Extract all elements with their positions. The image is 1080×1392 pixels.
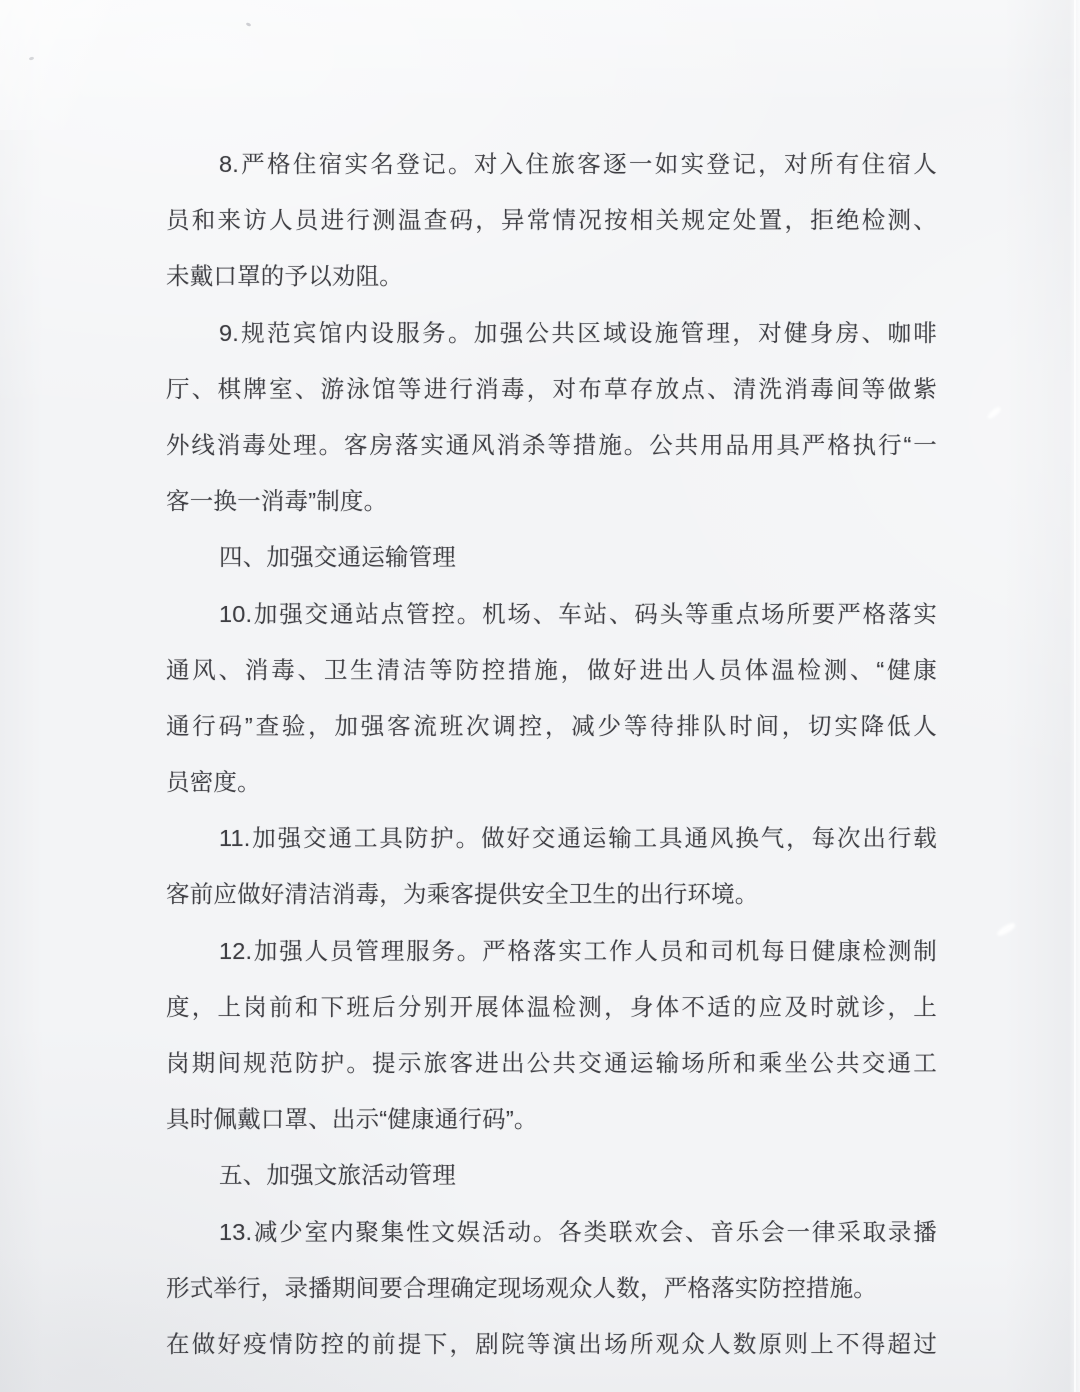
text-line: 岗期间规范防护。提示旅客进出公共交通运输场所和乘坐公共交通工 bbox=[166, 1050, 937, 1076]
section-heading-4 bbox=[166, 529, 937, 585]
text-line: 通行码”查验，加强客流班次调控，减少等待排队时间，切实降低人 bbox=[166, 712, 937, 739]
text-line: 11.加强交通工具防护。做好交通运输工具通风换气，每次出行载 bbox=[219, 825, 937, 852]
text-line: 形式举行，录播期间要合理确定现场观众人数，严格落实防控措施。 bbox=[166, 1274, 877, 1301]
paper-edge bbox=[1074, 0, 1076, 1392]
text-line: 8.严格住宿实名登记。对入住旅客逐一如实登记，对所有住宿人 bbox=[219, 151, 937, 177]
heading-line: 四、加强交通运输管理 bbox=[219, 544, 456, 571]
text-line: 度，上岗前和下班后分别开展体温检测，身体不适的应及时就诊，上 bbox=[166, 993, 937, 1020]
paragraph-item-12 bbox=[166, 923, 937, 1148]
text-line: 9.规范宾馆内设服务。加强公共区域设施管理，对健身房、咖啡 bbox=[219, 319, 937, 346]
text-line: 通风、消毒、卫生清洁等防控措施，做好进出人员体温检测、“健康 bbox=[166, 656, 937, 683]
text-line: 13.减少室内聚集性文娱活动。各类联欢会、音乐会一律采取录播 bbox=[219, 1218, 937, 1245]
paragraph-item-11 bbox=[166, 810, 937, 922]
scan-scratch bbox=[996, 921, 1017, 937]
text-line: 客前应做好清洁消毒，为乘客提供安全卫生的出行环境。 bbox=[166, 881, 759, 908]
text-line: 在做好疫情防控的前提下，剧院等演出场所观众人数原则上不得超过 bbox=[166, 1330, 937, 1357]
paragraph-item-10 bbox=[166, 586, 937, 811]
scan-scratch bbox=[986, 406, 1002, 421]
text-line: 厅、棋牌室、游泳馆等进行消毒，对布草存放点、清洗消毒间等做紫 bbox=[166, 375, 937, 402]
paragraph-item-8 bbox=[166, 136, 937, 305]
paragraph-item-9 bbox=[166, 305, 937, 530]
text-line: 未戴口罩的予以劝阻。 bbox=[166, 263, 403, 290]
text-line: 具时佩戴口罩、出示“健康通行码”。 bbox=[166, 1106, 538, 1133]
text-line: 外线消毒处理。客房落实通风消杀等措施。公共用品用具严格执行“一 bbox=[166, 431, 937, 458]
paragraph-item-13 bbox=[166, 1204, 937, 1373]
section-heading-5 bbox=[166, 1147, 937, 1203]
text-line: 员密度。 bbox=[166, 769, 261, 796]
document-body bbox=[166, 136, 937, 1372]
text-line: 12.加强人员管理服务。严格落实工作人员和司机每日健康检测制 bbox=[219, 937, 937, 964]
text-line: 客一换一消毒”制度。 bbox=[166, 488, 388, 515]
heading-line: 五、加强文旅活动管理 bbox=[219, 1162, 456, 1189]
text-line: 员和来访人员进行测温查码，异常情况按相关规定处置，拒绝检测、 bbox=[166, 207, 937, 234]
scan-speck bbox=[246, 22, 252, 27]
scan-speck bbox=[29, 56, 35, 60]
text-line: 10.加强交通站点管控。机场、车站、码头等重点场所要严格落实 bbox=[219, 600, 937, 627]
paper-crease bbox=[0, 0, 230, 130]
